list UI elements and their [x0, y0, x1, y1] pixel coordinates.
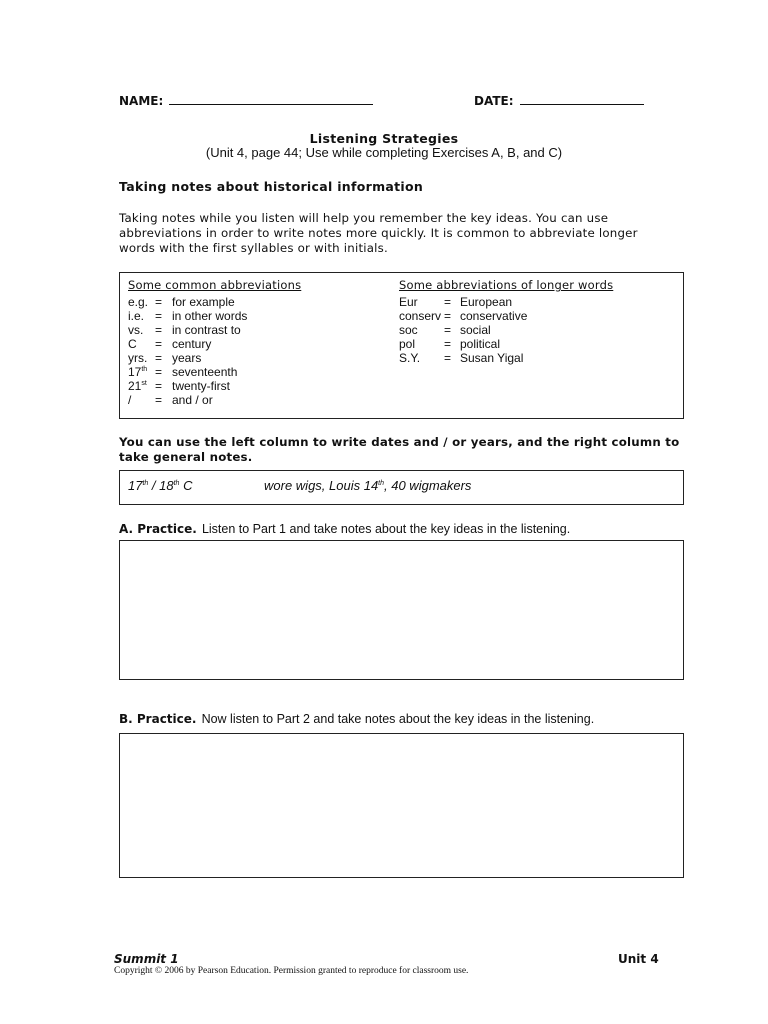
- abbreviation: conserv: [399, 309, 442, 323]
- abbreviation: vs.: [128, 323, 144, 337]
- section-heading: Taking notes about historical information: [119, 179, 424, 194]
- meaning: twenty-first: [172, 379, 231, 393]
- practice-b-label: B. Practice.: [119, 712, 197, 726]
- meaning: and / or: [172, 393, 213, 407]
- practice-b-text: Now listen to Part 2 and take notes about the key ideas in the listening.: [201, 712, 595, 726]
- footer-copyright: Copyright © 2006 by Pearson Education. Permission granted to reproduce for classroom use.: [114, 966, 469, 976]
- footer-unit: Unit 4: [618, 952, 659, 966]
- abbreviation: i.e.: [128, 309, 145, 323]
- meaning: in other words: [172, 309, 248, 323]
- meaning: political: [460, 337, 501, 351]
- abbreviation: 17th: [128, 365, 148, 379]
- equals-sign: =: [155, 351, 163, 365]
- meaning: years: [172, 351, 202, 365]
- meaning: conservative: [460, 309, 528, 323]
- meaning: for example: [172, 295, 235, 309]
- equals-sign: =: [155, 337, 163, 351]
- abbreviation: S.Y.: [399, 351, 421, 365]
- meaning: century: [172, 337, 212, 351]
- intro-line-3: words with the first syllables or with initials.: [119, 241, 388, 255]
- equals-sign: =: [155, 365, 163, 379]
- practice-a-instruction: [119, 518, 570, 537]
- meaning: in contrast to: [172, 323, 241, 337]
- equals-sign: =: [444, 337, 452, 351]
- abbreviation: soc: [399, 323, 418, 337]
- date-field: [474, 92, 644, 108]
- abbreviation: 21st: [128, 379, 147, 393]
- date-label: DATE:: [474, 94, 514, 108]
- meaning: seventeenth: [172, 365, 238, 379]
- intro-line-2: abbreviations in order to write notes more quickly. It is common to abbreviate longer: [119, 226, 638, 240]
- equals-sign: =: [155, 295, 163, 309]
- intro-line-1: Taking notes while you listen will help you remember the key ideas. You can use: [119, 211, 609, 225]
- equals-sign: =: [155, 323, 163, 337]
- abbreviation: /: [128, 393, 132, 407]
- equals-sign: =: [444, 323, 452, 337]
- abbreviation: yrs.: [128, 351, 148, 365]
- meaning: Susan Yigal: [460, 351, 524, 365]
- columns-note: [119, 435, 679, 465]
- meaning: European: [460, 295, 513, 309]
- practice-a-label: A. Practice.: [119, 522, 197, 536]
- date-input-line[interactable]: [520, 92, 644, 105]
- example-notes-box: [119, 470, 684, 505]
- abbreviation: C: [128, 337, 137, 351]
- practice-b-notes-area[interactable]: [119, 733, 684, 878]
- abbreviation: e.g.: [128, 295, 149, 309]
- abbreviation: Eur: [399, 295, 418, 309]
- equals-sign: =: [444, 309, 452, 323]
- common-abbreviations-heading: Some common abbreviations: [128, 278, 302, 292]
- page-title: Listening Strategies: [309, 131, 459, 146]
- abbreviation: pol: [399, 337, 416, 351]
- equals-sign: =: [155, 393, 163, 407]
- meaning: social: [460, 323, 491, 337]
- equals-sign: =: [444, 351, 452, 365]
- page-subtitle: (Unit 4, page 44; Use while completing Exercises A, B, and C): [205, 145, 563, 160]
- footer-book-title: Summit 1: [114, 952, 179, 966]
- practice-a-notes-area[interactable]: [119, 540, 684, 680]
- example-date-note: 17th / 18th C: [128, 478, 193, 493]
- example-general-note: wore wigs, Louis 14th, 40 wigmakers: [264, 478, 472, 493]
- practice-b-instruction: [119, 708, 594, 727]
- name-field: [119, 92, 373, 108]
- practice-a-text: Listen to Part 1 and take notes about the key ideas in the listening.: [201, 522, 571, 536]
- equals-sign: =: [155, 309, 163, 323]
- equals-sign: =: [444, 295, 452, 309]
- equals-sign: =: [155, 379, 163, 393]
- name-input-line[interactable]: [169, 92, 373, 105]
- name-label: NAME:: [119, 94, 164, 108]
- intro-paragraph: [119, 211, 638, 256]
- longer-words-heading: Some abbreviations of longer words: [399, 278, 614, 292]
- columns-note-line-1: You can use the left column to write dates and / or years, and the right column to: [119, 435, 680, 449]
- abbreviations-box: [119, 272, 684, 419]
- columns-note-line-2: take general notes.: [119, 450, 253, 464]
